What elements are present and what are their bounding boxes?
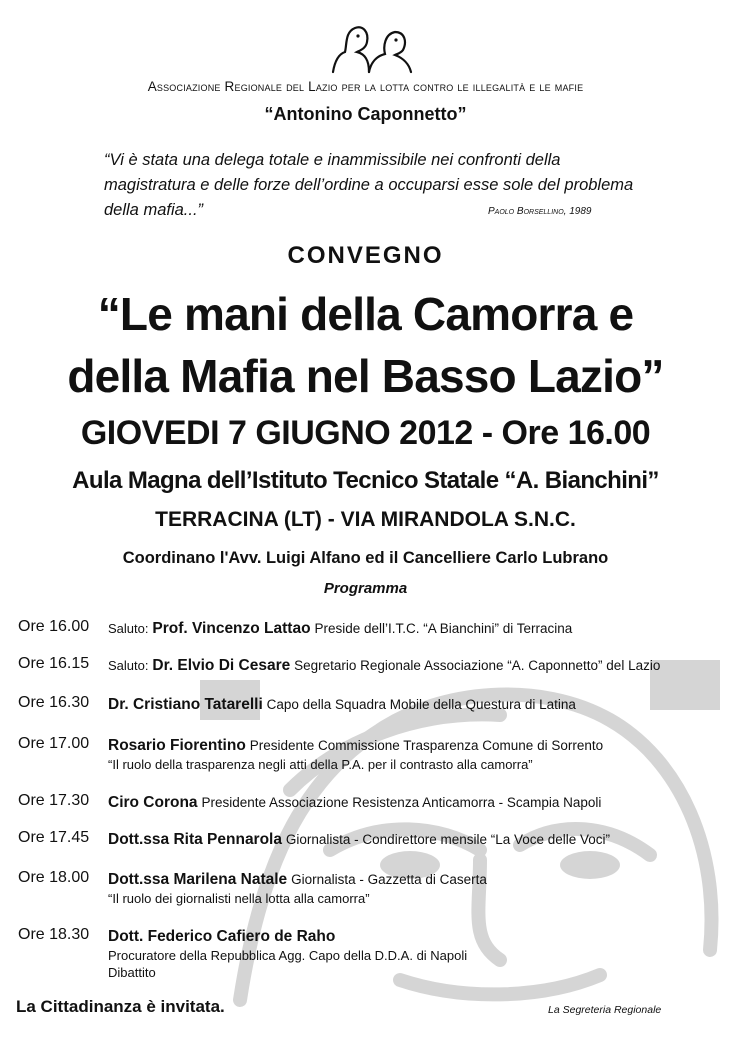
programme-speaker: Dr. Elvio Di Cesare [152, 657, 291, 674]
programme-label: Programma [323, 580, 408, 597]
invitation-text: La Cittadinanza è invitata. [16, 997, 225, 1016]
programme-time: Ore 17.45 [18, 829, 90, 846]
programme-role: Preside dell’I.T.C. “A Bianchini” di Terracina [314, 621, 573, 636]
programme-time: Ore 16.15 [18, 655, 90, 672]
programme-time: Ore 16.00 [18, 618, 90, 635]
association-line: Associazione Regionale del Lazio per la lotta contro le illegalità e le mafie [147, 79, 584, 94]
programme-speaker-role: Procuratore della Repubblica Agg. Capo della D.D.A. di Napoli [108, 948, 468, 963]
event-title-line-1: “Le mani della Camorra e [97, 288, 634, 340]
programme-role: Presidente Commissione Trasparenza Comune di Sorrento [249, 738, 604, 753]
event-kind: CONVEGNO [287, 242, 444, 269]
event-coordinators: Coordinano l'Avv. Luigi Alfano ed il Cancelliere Carlo Lubrano [122, 549, 609, 567]
programme-role: Giornalista - Gazzetta di Caserta [291, 872, 487, 887]
programme-prefix: Saluto: [108, 621, 149, 636]
event-venue: Aula Magna dell’Istituto Tecnico Statale “A. Bianchini” [72, 467, 659, 494]
event-date: GIOVEDI 7 GIUGNO 2012 - Ore 16.00 [80, 414, 651, 452]
event-title-line-2: della Mafia nel Basso Lazio” [67, 350, 664, 402]
programme-time: Ore 17.30 [18, 792, 90, 809]
programme-time: Ore 17.00 [18, 735, 90, 752]
quote-author: Paolo Borsellino, 1989 [488, 206, 592, 217]
event-address: TERRACINA (LT) - VIA MIRANDOLA S.N.C. [155, 508, 576, 531]
quote-text: “Vi è stata una delega totale e inammissibile nei confronti della magistratura e delle forze dell’ordine a occuparsi esse sole del problema della mafia...” [104, 151, 634, 219]
programme-role: Giornalista - Condirettore mensile “La Voce delle Voci” [285, 832, 611, 847]
programme-role: Segretario Regionale Associazione “A. Caponnetto” del Lazio [294, 658, 661, 673]
signature-text: La Segreteria Regionale [548, 1004, 662, 1016]
programme-time: Ore 18.00 [18, 869, 90, 886]
programme-role: Presidente Associazione Resistenza Anticamorra - Scampia Napoli [201, 795, 602, 810]
programme-speaker: Prof. Vincenzo Lattao [152, 620, 311, 637]
programme-speaker: Dott.ssa Marilena Natale [108, 871, 288, 888]
programme-talk-title: “Il ruolo della trasparenza negli atti della P.A. per il contrasto alla camorra” [108, 757, 533, 772]
association-logo [325, 20, 417, 76]
programme-speaker: Dott.ssa Rita Pennarola [108, 831, 282, 848]
programme-time: Ore 16.30 [18, 694, 90, 711]
programme-role: Capo della Squadra Mobile della Questura di Latina [266, 697, 576, 712]
programme-speaker: Dr. Cristiano Tatarelli [108, 696, 263, 713]
programme-speaker: Dott. Federico Cafiero de Raho [108, 928, 336, 945]
association-name: “Antonino Caponnetto” [264, 104, 467, 124]
programme-debate: Dibattito [108, 965, 156, 980]
programme-speaker: Ciro Corona [108, 794, 198, 811]
programme-time: Ore 18.30 [18, 926, 90, 943]
programme-speaker: Rosario Fiorentino [108, 737, 246, 754]
programme-talk-title: “Il ruolo dei giornalisti nella lotta alla camorra” [108, 891, 370, 906]
programme-prefix: Saluto: [108, 658, 149, 673]
